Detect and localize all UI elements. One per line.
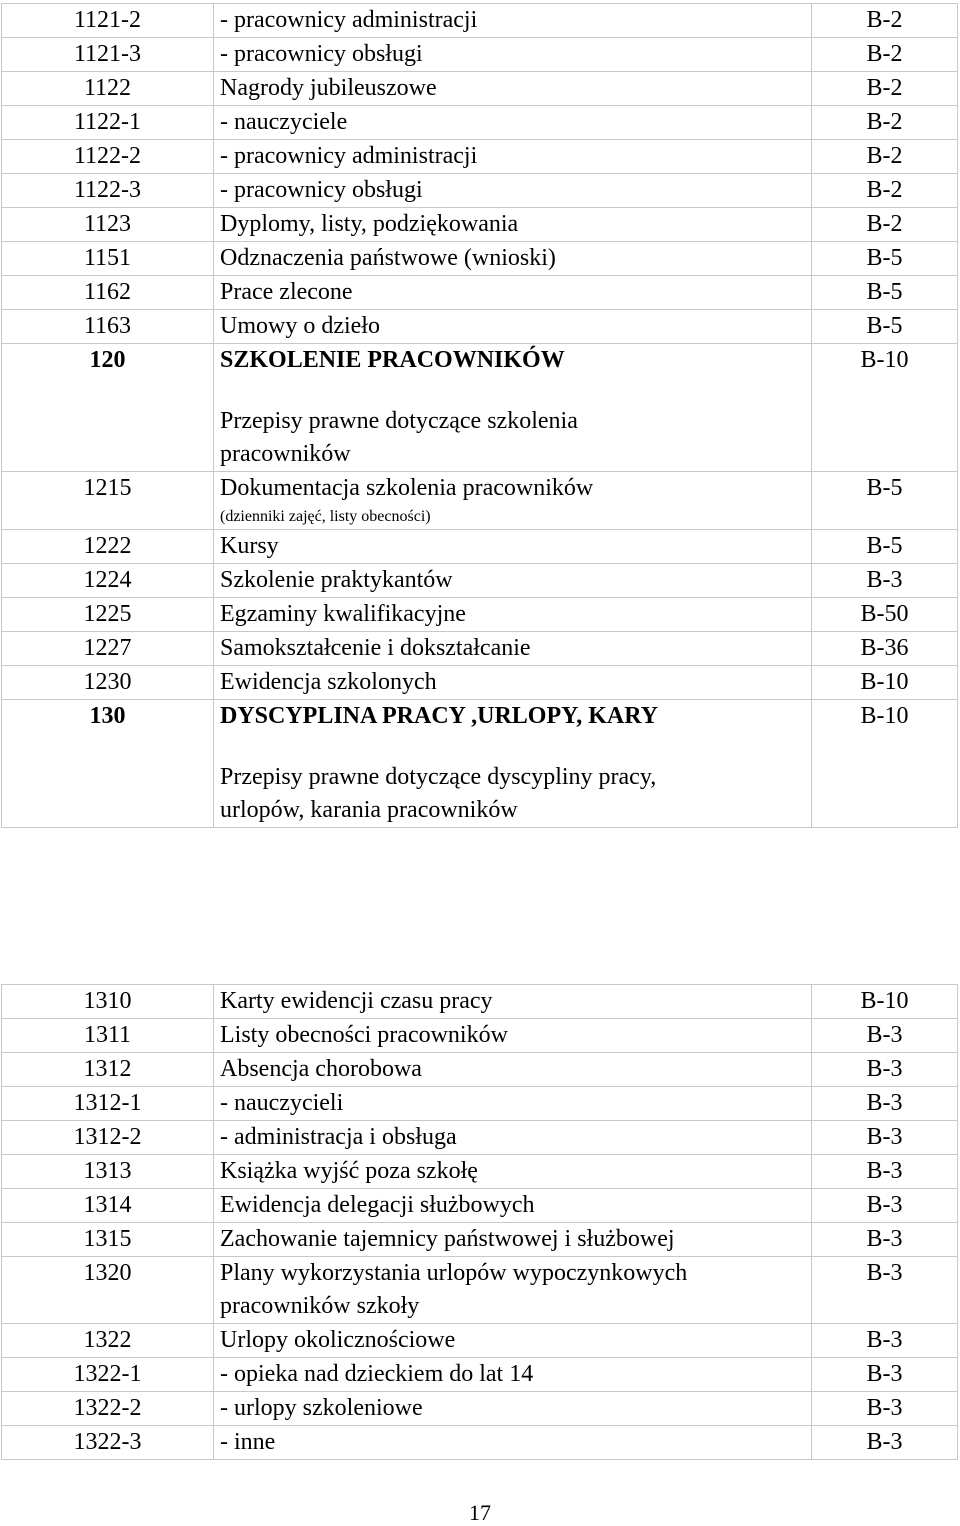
row-category: B-3: [812, 1324, 958, 1358]
table-row: [2, 1121, 958, 1155]
row-category: B-2: [812, 72, 958, 106]
row-category: B-2: [812, 106, 958, 140]
table-row-1320: [2, 1257, 958, 1324]
row-desc: Urlopy okolicznościowe: [214, 1324, 812, 1358]
row-category: B-3: [812, 1155, 958, 1189]
row-category: B-3: [812, 1257, 958, 1324]
row-code: 1122-2: [2, 140, 214, 174]
row-desc-line1: Plany wykorzystania urlopów wypoczynkowych: [220, 1260, 688, 1286]
section-title: SZKOLENIE PRACOWNIKÓW: [220, 347, 565, 373]
table-row: [2, 310, 958, 344]
row-desc: - nauczyciele: [214, 106, 812, 140]
table-row: [2, 1426, 958, 1460]
row-category: B-3: [812, 1053, 958, 1087]
row-desc: Książka wyjść poza szkołę: [214, 1155, 812, 1189]
upper-table-body: [2, 4, 958, 828]
row-desc: Listy obecności pracowników: [214, 1019, 812, 1053]
row-code: 1313: [2, 1155, 214, 1189]
section-note-line2: urlopów, karania pracowników: [220, 797, 518, 823]
row-code: 1122-3: [2, 174, 214, 208]
row-category: B-3: [812, 1358, 958, 1392]
row-desc: Ewidencja szkolonych: [214, 666, 812, 700]
row-code: 1225: [2, 598, 214, 632]
records-table-upper: [1, 3, 958, 828]
row-desc: [214, 472, 812, 530]
row-category: B-3: [812, 564, 958, 598]
table-row: [2, 208, 958, 242]
row-code: 1122: [2, 72, 214, 106]
row-category: B-5: [812, 530, 958, 564]
row-desc: Odznaczenia państwowe (wnioski): [214, 242, 812, 276]
row-code: 1224: [2, 564, 214, 598]
row-category: B-10: [812, 666, 958, 700]
section-category: B-10: [812, 700, 958, 828]
row-category: B-36: [812, 632, 958, 666]
row-desc-line2: pracowników szkoły: [220, 1293, 420, 1319]
row-code: 1312-2: [2, 1121, 214, 1155]
table-row: [2, 174, 958, 208]
row-category: B-5: [812, 310, 958, 344]
row-code: 1314: [2, 1189, 214, 1223]
row-category: B-3: [812, 1121, 958, 1155]
table-row: [2, 140, 958, 174]
row-desc: - pracownicy administracji: [214, 140, 812, 174]
table-row-1215: [2, 472, 958, 530]
row-code: 1310: [2, 985, 214, 1019]
row-code: 1227: [2, 632, 214, 666]
row-code: 1123: [2, 208, 214, 242]
row-desc: [214, 1257, 812, 1324]
table-row: [2, 72, 958, 106]
row-category: B-2: [812, 4, 958, 38]
row-category: B-3: [812, 1189, 958, 1223]
table-row: [2, 1155, 958, 1189]
row-desc: Nagrody jubileuszowe: [214, 72, 812, 106]
section-cell: [214, 344, 812, 472]
row-code: 1322-3: [2, 1426, 214, 1460]
row-category: B-2: [812, 140, 958, 174]
row-desc: - pracownicy obsługi: [214, 38, 812, 72]
table-row: [2, 985, 958, 1019]
table-row: [2, 276, 958, 310]
table-row: [2, 598, 958, 632]
table-row: [2, 1189, 958, 1223]
row-desc: Umowy o dzieło: [214, 310, 812, 344]
row-category: B-5: [812, 242, 958, 276]
section-row-120: [2, 344, 958, 472]
row-desc: Karty ewidencji czasu pracy: [214, 985, 812, 1019]
row-code: 1312-1: [2, 1087, 214, 1121]
row-desc: - inne: [214, 1426, 812, 1460]
row-code: 1151: [2, 242, 214, 276]
row-desc: Kursy: [214, 530, 812, 564]
row-desc: - urlopy szkoleniowe: [214, 1392, 812, 1426]
row-category: B-50: [812, 598, 958, 632]
row-code: 1222: [2, 530, 214, 564]
row-code: 1322-1: [2, 1358, 214, 1392]
row-desc-main: Dokumentacja szkolenia pracowników: [220, 475, 594, 501]
table-row: [2, 4, 958, 38]
table-row: [2, 1019, 958, 1053]
row-desc: Dyplomy, listy, podziękowania: [214, 208, 812, 242]
row-category: B-10: [812, 985, 958, 1019]
row-code: 1121-3: [2, 38, 214, 72]
section-cell: [214, 700, 812, 828]
section-category: B-10: [812, 344, 958, 472]
table-row: [2, 666, 958, 700]
row-category: B-2: [812, 208, 958, 242]
row-code: 1163: [2, 310, 214, 344]
page-number: 17: [469, 1500, 491, 1525]
records-table-lower: [1, 984, 958, 1460]
row-desc: - nauczycieli: [214, 1087, 812, 1121]
row-code: 1320: [2, 1257, 214, 1324]
section-row-130: [2, 700, 958, 828]
table-row: [2, 106, 958, 140]
row-code: 1215: [2, 472, 214, 530]
table-row: [2, 1324, 958, 1358]
section-note-line1: Przepisy prawne dotyczące dyscypliny pracy,: [220, 764, 657, 790]
row-code: 1311: [2, 1019, 214, 1053]
table-row: [2, 564, 958, 598]
row-category: B-3: [812, 1223, 958, 1257]
table-row: [2, 530, 958, 564]
row-desc: - pracownicy obsługi: [214, 174, 812, 208]
row-category: B-3: [812, 1392, 958, 1426]
row-desc: - administracja i obsługa: [214, 1121, 812, 1155]
row-category: B-3: [812, 1019, 958, 1053]
table-row: [2, 38, 958, 72]
row-code: 1322: [2, 1324, 214, 1358]
row-code: 1315: [2, 1223, 214, 1257]
row-code: 1230: [2, 666, 214, 700]
row-desc: Szkolenie praktykantów: [214, 564, 812, 598]
section-title: DYSCYPLINA PRACY ,URLOPY, KARY: [220, 703, 659, 729]
row-code: 1322-2: [2, 1392, 214, 1426]
lower-table-body: [2, 985, 958, 1460]
table-row: [2, 1358, 958, 1392]
table-row: [2, 1053, 958, 1087]
row-desc-sub: (dzienniki zajęć, listy obecności): [220, 508, 431, 525]
table-row: [2, 242, 958, 276]
row-code: 1121-2: [2, 4, 214, 38]
row-code: 1312: [2, 1053, 214, 1087]
row-desc: Zachowanie tajemnicy państwowej i służbowej: [214, 1223, 812, 1257]
row-code: 1122-1: [2, 106, 214, 140]
row-desc: - opieka nad dzieckiem do lat 14: [214, 1358, 812, 1392]
section-code: 120: [2, 344, 214, 472]
row-category: B-5: [812, 472, 958, 530]
row-desc: Egzaminy kwalifikacyjne: [214, 598, 812, 632]
row-code: 1162: [2, 276, 214, 310]
row-desc: Samokształcenie i dokształcanie: [214, 632, 812, 666]
section-note-line1: Przepisy prawne dotyczące szkolenia: [220, 408, 578, 434]
table-row: [2, 1087, 958, 1121]
row-desc: Prace zlecone: [214, 276, 812, 310]
row-category: B-3: [812, 1087, 958, 1121]
row-category: B-2: [812, 38, 958, 72]
section-code: 130: [2, 700, 214, 828]
row-category: B-2: [812, 174, 958, 208]
table-row: [2, 1392, 958, 1426]
table-row: [2, 632, 958, 666]
row-desc: Ewidencja delegacji służbowych: [214, 1189, 812, 1223]
section-note-line2: pracowników: [220, 441, 351, 467]
row-desc: Absencja chorobowa: [214, 1053, 812, 1087]
row-category: B-3: [812, 1426, 958, 1460]
table-row: [2, 1223, 958, 1257]
row-desc: - pracownicy administracji: [214, 4, 812, 38]
row-category: B-5: [812, 276, 958, 310]
